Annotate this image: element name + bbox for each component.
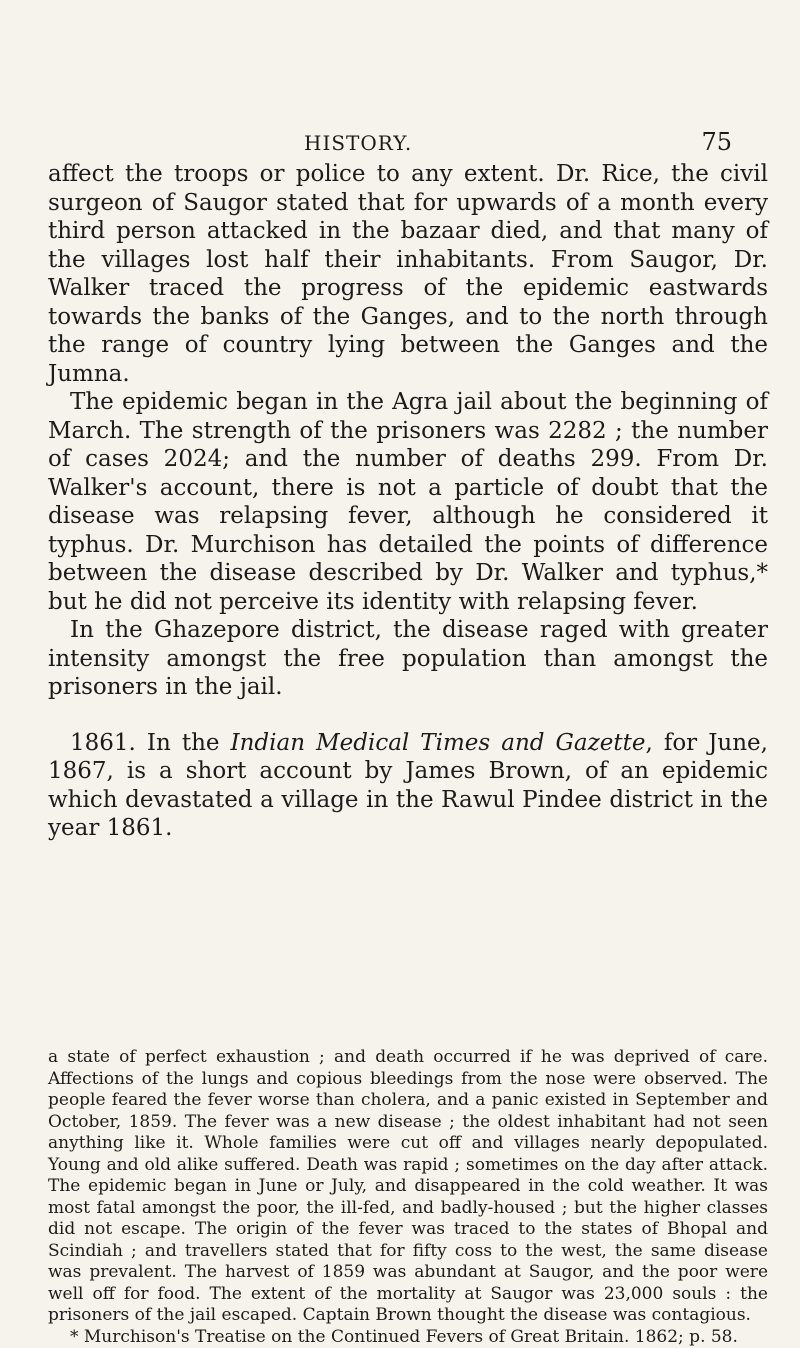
- paragraph-saugor: affect the troops or police to any extent. Dr. Rice, the civil surgeon of Saugor stated that for upwards of a month every third person attacked in the bazaar died, and that many of the villages lost half their inhabitants. From Saugor, Dr. Walker traced the progress of the epidemic eastwards towards the banks of the Ganges, and to the north through the range of country lying between the Ganges and the Jumna.: [48, 160, 768, 388]
- paragraph-agra-jail: The epidemic began in the Agra jail about the beginning of March. The strength of the prisoners was 2282 ; the number of cases 2024; and the number of deaths 299. From Dr. Walker's account, there is not a particle of doubt that the disease was relapsing fever, although he considered it typhus. Dr. Murchison has detailed the points of difference between the disease described by Dr. Walker and typhus,* but he did not perceive its identity with relapsing fever.: [48, 388, 768, 616]
- paragraph-1861-rest: , for June, 1867, is a short account by James Brown, of an epidemic which devastated a village in the Rawul Pindee district in the year 1861.: [48, 730, 768, 842]
- paragraph-1861: [48, 729, 768, 843]
- page-header: [304, 128, 732, 156]
- journal-title: Indian Medical Times and Gazette: [231, 730, 646, 756]
- page-number: 75: [701, 128, 732, 156]
- main-text: [48, 160, 768, 843]
- running-head: HISTORY.: [304, 131, 412, 155]
- year-lead: 1861. In the: [70, 730, 231, 756]
- footnotes: [48, 1047, 768, 1348]
- footnote-murchison: * Murchison's Treatise on the Continued Fevers of Great Britain. 1862; p. 58.: [48, 1327, 768, 1348]
- paragraph-ghazepore: In the Ghazepore district, the disease raged with greater intensity amongst the free population than amongst the prisoners in the jail.: [48, 616, 768, 702]
- footnote-continued: a state of perfect exhaustion ; and death occurred if he was deprived of care. Affections of the lungs and copious bleedings from the nose were observed. The people feared the fever worse than cholera, and a panic existed in September and October, 1859. The fever was a new disease ; the oldest inhabitant had not seen anything like it. Whole families were cut off and villages nearly depopulated. Young and old alike suffered. Death was rapid ; sometimes on the day after attack. The epidemic began in June or July, and disappeared in the cold weather. It was most fatal amongst the poor, the ill-fed, and badly-housed ; but the higher classes did not escape. The origin of the fever was traced to the states of Bhopal and Scindiah ; and travellers stated that for fifty coss to the west, the same disease was prevalent. The harvest of 1859 was abundant at Saugor, and the poor were well off for food. The extent of the mortality at Saugor was 23,000 souls : the prisoners of the jail escaped. Captain Brown thought the disease was contagious.: [48, 1047, 768, 1327]
